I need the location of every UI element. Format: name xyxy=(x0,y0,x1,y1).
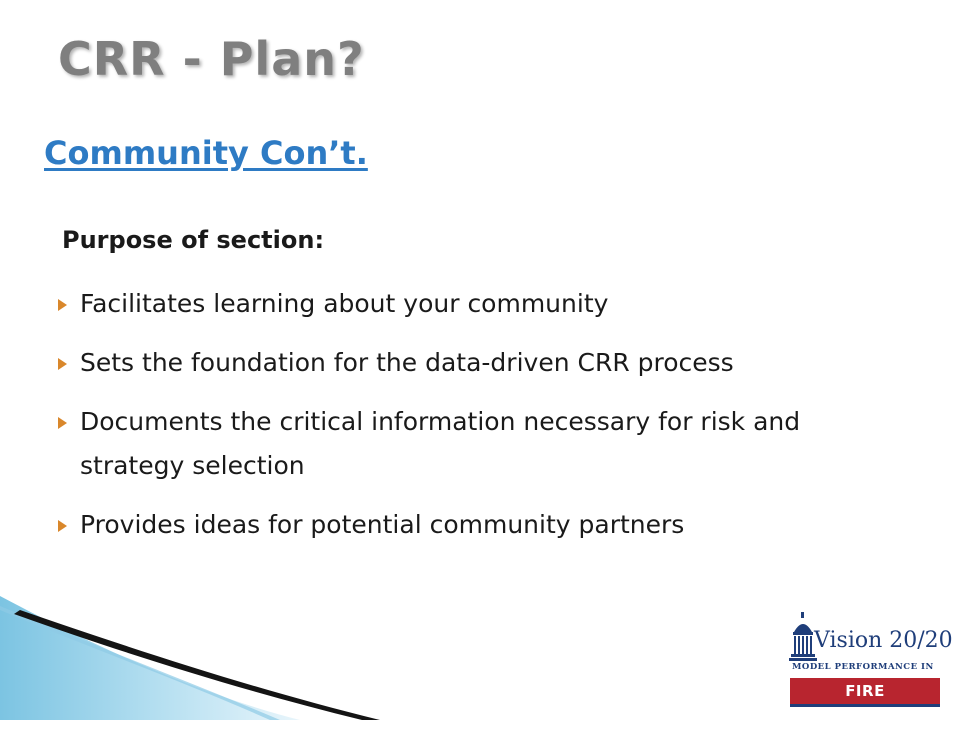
vision-2020-logo xyxy=(786,612,953,726)
bullet-text: Facilitates learning about your community xyxy=(80,289,609,318)
bullet-text: Provides ideas for potential community partners xyxy=(80,510,685,539)
bullet-item xyxy=(58,341,878,385)
bullet-item xyxy=(58,400,878,488)
slide-title: CRR - Plan? xyxy=(58,32,365,86)
bullet-list xyxy=(58,282,878,562)
triangle-bullet-icon xyxy=(58,358,67,370)
logo-title: Vision 20/20 xyxy=(814,628,953,653)
bullet-item xyxy=(58,503,878,547)
wave-decoration xyxy=(0,590,380,720)
triangle-bullet-icon xyxy=(58,520,67,532)
triangle-bullet-icon xyxy=(58,417,67,429)
logo-tagline: MODEL PERFORMANCE IN xyxy=(792,662,934,672)
section-heading-link[interactable]: Community Con’t. xyxy=(44,134,368,172)
triangle-bullet-icon xyxy=(58,299,67,311)
logo-fire-prevention-bar: FIRE PREVENTION xyxy=(790,678,940,707)
purpose-label: Purpose of section: xyxy=(62,226,325,254)
bullet-item xyxy=(58,282,878,326)
bullet-text: Documents the critical information necessary for risk and strategy selection xyxy=(80,407,801,480)
bullet-text: Sets the foundation for the data-driven CRR process xyxy=(80,348,734,377)
